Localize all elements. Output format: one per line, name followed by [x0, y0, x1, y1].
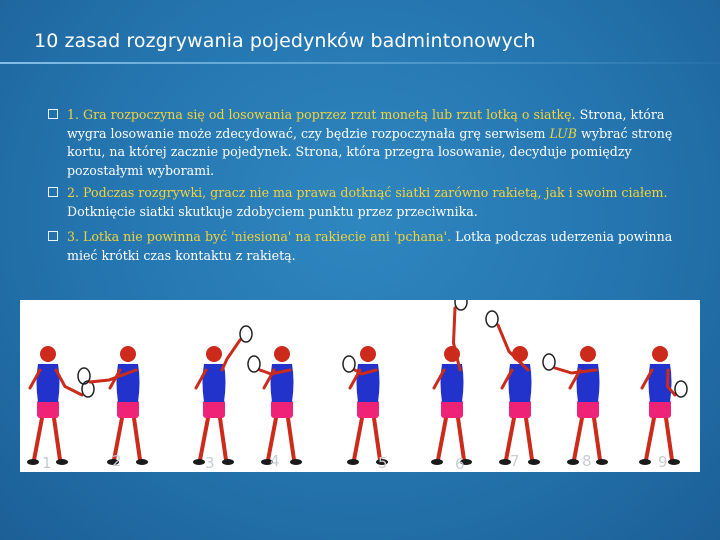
racket [543, 354, 555, 370]
player-figure-8 [543, 346, 608, 470]
leg [220, 418, 226, 460]
shoe [528, 459, 540, 465]
bullet-item-3 [48, 228, 698, 265]
bullet-text-2 [67, 184, 698, 221]
smash-sequence-illustration [20, 300, 700, 472]
bullet-emphasis-lub: LUB [549, 125, 578, 141]
bullet-lead-3: 3. Lotka nie powinna być 'niesiona' na rakiecie ani 'pchana'. [67, 229, 452, 244]
shoe [56, 459, 68, 465]
head [360, 346, 376, 362]
head [580, 346, 596, 362]
player-figure-3 [193, 326, 252, 472]
player-figure-9 [639, 346, 687, 471]
leg [438, 418, 446, 460]
shorts [117, 400, 139, 418]
step-number-label: 6 [455, 455, 465, 472]
bullet-lead-2: 2. Podczas rozgrywki, gracz nie ma prawa dotknąć siatki zarówno rakietą, jak i swoim ciałem. [67, 185, 668, 200]
bullet-item-2 [48, 184, 698, 221]
player-figure-5 [343, 346, 388, 472]
player-figure-7 [486, 311, 540, 470]
shorts [357, 400, 379, 418]
bullet-body-2: Dotknięcie siatki skutkuje zdobyciem punktu przez przeciwnika. [67, 203, 478, 219]
shoe [668, 459, 680, 465]
leg [646, 418, 654, 460]
step-number-label: 2 [112, 452, 122, 470]
shoe [639, 459, 651, 465]
step-number-label: 4 [270, 452, 280, 470]
step-number-label: 1 [42, 454, 52, 472]
racket [248, 356, 260, 372]
shoe [136, 459, 148, 465]
bullet-lead-1: 1. Gra rozpoczyna się od losowania poprzez rzut monetą lub rzut lotką o siatkę. [67, 107, 576, 122]
racket-arm [222, 340, 240, 370]
bullet-square-icon [48, 187, 58, 197]
shoe [193, 459, 205, 465]
leg [574, 418, 582, 460]
player-sequence-drawing [20, 300, 700, 472]
head [120, 346, 136, 362]
step-number-label: 5 [378, 454, 388, 472]
leg [526, 418, 532, 460]
shorts [577, 400, 599, 418]
slide-title: 10 zasad rozgrywania pojedynków badmintonowych [34, 30, 536, 52]
racket [240, 326, 252, 342]
step-number-label: 7 [510, 452, 520, 470]
shoe [431, 459, 443, 465]
leg [54, 418, 60, 460]
player-figure-2 [78, 346, 148, 470]
bullet-body-3: Lotka podczas uderzenia powinna mieć krótki czas kontaktu z rakietą. [67, 229, 673, 263]
head [206, 346, 222, 362]
player-figure-4 [248, 346, 302, 470]
player-figure-6 [431, 300, 472, 472]
shoe [290, 459, 302, 465]
head [512, 346, 528, 362]
leg [34, 418, 42, 460]
shoe [567, 459, 579, 465]
shoe [596, 459, 608, 465]
leg [354, 418, 362, 460]
shorts [509, 400, 531, 418]
step-number-label: 8 [582, 452, 592, 470]
racket [486, 311, 498, 327]
shorts [649, 400, 671, 418]
bullet-item-1 [48, 106, 698, 180]
bullet-body-1b: wybrać stronę kortu, na której zacznie pojedynek. Strona, która przegra losowanie, decyduje pomiędzy pozostałymi wyborami. [67, 125, 673, 178]
shoe [347, 459, 359, 465]
shorts [37, 400, 59, 418]
racket [455, 300, 467, 310]
title-divider [0, 62, 720, 64]
leg [134, 418, 140, 460]
head [40, 346, 56, 362]
bullet-square-icon [48, 231, 58, 241]
shoe [27, 459, 39, 465]
leg [288, 418, 294, 460]
racket [343, 356, 355, 372]
bullet-square-icon [48, 109, 58, 119]
player-figure-1 [27, 346, 94, 472]
leg [458, 418, 464, 460]
step-number-label: 3 [205, 454, 215, 472]
bullet-text-3 [67, 228, 698, 265]
shoe [222, 459, 234, 465]
racket [675, 381, 687, 397]
racket [78, 368, 90, 384]
bullet-body-1a: Strona, która wygra losowanie może zdecydować, czy będzie rozpoczynała grę serwisem [67, 107, 665, 141]
shorts [441, 400, 463, 418]
shorts [271, 400, 293, 418]
step-number-label: 9 [658, 453, 668, 471]
bullet-text-1 [67, 106, 698, 180]
head [274, 346, 290, 362]
leg [594, 418, 600, 460]
head [652, 346, 668, 362]
shorts [203, 400, 225, 418]
